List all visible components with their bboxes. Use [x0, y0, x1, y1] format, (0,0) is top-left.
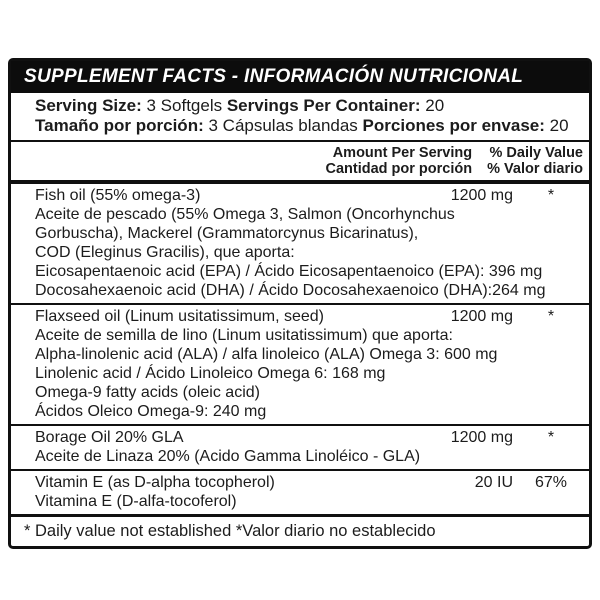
serving-size-label-en: Serving Size: [35, 96, 142, 115]
ingredient-row [11, 307, 589, 326]
ingredient-amount: 20 IU [474, 474, 513, 491]
ingredient-amount: 1200 mg [450, 187, 513, 204]
ingredient-daily-value: * [547, 308, 555, 325]
daily-value-header-es: % Valor diario [487, 161, 583, 177]
servings-per-container-value-en: 20 [425, 96, 445, 115]
servings-per-container-value-es: 20 [549, 116, 569, 135]
supplement-facts-panel [8, 58, 592, 549]
serving-size-value-en: 3 Softgels [146, 96, 223, 115]
ingredient-detail-line: Eicosapentaenoic acid (EPA) / Ácido Eicosapentaenoico (EPA): 396 mg [35, 263, 543, 280]
daily-value-header-en: % Daily Value [489, 145, 583, 161]
ingredient-section-vitamin-e [11, 471, 589, 517]
ingredient-name: Vitamin E (as D-alpha tocopherol) [35, 474, 275, 491]
ingredient-name: Flaxseed oil (Linum usitatissimum, seed) [35, 308, 324, 325]
ingredient-detail-line: Aceite de Linaza 20% (Acido Gamma Linoléico - GLA) [35, 448, 421, 465]
amount-per-serving-header-es: Cantidad por porción [325, 161, 473, 177]
ingredient-section-borage-oil [11, 426, 589, 471]
ingredient-detail-line: Docosahexaenoic acid (DHA) / Ácido Docosahexaenoico (DHA):264 mg [35, 282, 546, 299]
ingredient-name: Fish oil (55% omega-3) [35, 187, 201, 204]
serving-size-value-es: 3 Cápsulas blandas [208, 116, 358, 135]
servings-per-container-label-es: Porciones por envase: [362, 116, 545, 135]
servings-per-container-label-en: Servings Per Container: [226, 96, 421, 115]
column-headers [11, 142, 589, 184]
ingredient-amount: 1200 mg [450, 308, 513, 325]
ingredient-daily-value: 67% [534, 474, 568, 491]
panel-title: SUPPLEMENT FACTS - INFORMACIÓN NUTRICIONAL [11, 61, 589, 93]
ingredient-section-flaxseed-oil [11, 305, 589, 426]
ingredient-detail-line: COD (Eleginus Gracilis), que aporta: [35, 244, 295, 261]
ingredient-detail-line: Linolenic acid / Ácido Linoleico Omega 6: 168 mg [35, 365, 386, 382]
ingredient-daily-value: * [547, 187, 555, 204]
ingredient-detail-line: Omega-9 fatty acids (oleic acid) [35, 384, 260, 401]
ingredient-detail-line: Aceite de semilla de lino (Linum usitatissimum) que aporta: [35, 327, 453, 344]
ingredient-detail-line: Gorbuscha), Mackerel (Grammatorcynus Bicarinatus), [35, 225, 419, 242]
ingredient-name: Borage Oil 20% GLA [35, 429, 184, 446]
ingredient-detail-line: Vitamina E (D-alfa-tocoferol) [35, 493, 237, 510]
serving-size-label-es: Tamaño por porción: [35, 116, 204, 135]
ingredient-row [11, 428, 589, 447]
ingredient-row [11, 473, 589, 492]
ingredient-detail-line: Ácidos Oleico Omega-9: 240 mg [35, 403, 267, 420]
ingredient-section-fish-oil [11, 184, 589, 305]
ingredient-detail-line: Alpha-linolenic acid (ALA) / alfa linoleico (ALA) Omega 3: 600 mg [35, 346, 498, 363]
ingredient-detail-line: Aceite de pescado (55% Omega 3, Salmon (Oncorhynchus [35, 206, 455, 223]
serving-info [11, 93, 589, 142]
daily-value-footnote: * Daily value not established *Valor diario no establecido [24, 522, 436, 540]
ingredient-daily-value: * [547, 429, 555, 446]
amount-per-serving-header-en: Amount Per Serving [332, 145, 473, 161]
serving-line-es [35, 116, 581, 136]
ingredient-amount: 1200 mg [450, 429, 513, 446]
serving-line-en [35, 96, 581, 116]
ingredient-row [11, 186, 589, 205]
